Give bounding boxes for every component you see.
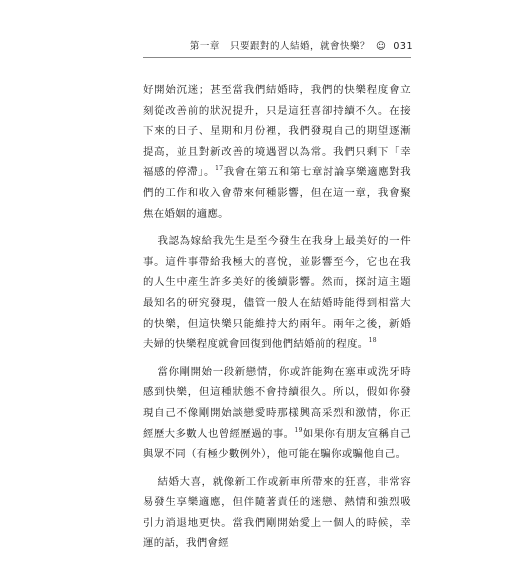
footnote-ref: 18 bbox=[368, 337, 377, 345]
paragraph bbox=[143, 362, 411, 465]
body-text bbox=[143, 80, 411, 561]
chapter-label: 第一章 bbox=[189, 41, 220, 52]
paragraph-text: 好開始沉迷；甚至當我們結婚時，我們的快樂程度會立刻從改善前的狀況提升，只是這狂喜卻持續不久。在接下來的日子、星期和月份裡，我們發現自己的期望逐漸提高，並且對新改善的境遇習以為常。我們只剩下「幸福感的停滯」。 bbox=[143, 84, 411, 179]
header-rule bbox=[143, 57, 411, 58]
page-number: 031 bbox=[393, 41, 413, 52]
running-head bbox=[190, 38, 413, 52]
paragraph-text: 結婚大喜，就像新工作或新車所帶來的狂喜，非常容易發生享樂適應，但伴隨著責任的迷戀、熱情和強烈吸引力消退地更快。當我們剛開始愛上一個人的時候，幸運的話，我們會經 bbox=[143, 475, 411, 550]
paragraph bbox=[143, 231, 411, 355]
footnote-ref: 17 bbox=[215, 165, 224, 173]
footnote-ref: 19 bbox=[294, 426, 303, 434]
paragraph-text: 如果你有朋友宣稱自己與眾不同（有極少數例外），他可能在騙你或騙他自己。 bbox=[143, 427, 411, 461]
paragraph bbox=[143, 80, 411, 224]
paragraph bbox=[143, 472, 411, 554]
paragraph-text: 當你剛開始一段新戀情，你或許能夠在塞車或洗牙時感到快樂，但這種狀態不會持續很久。所以，假如你發現自己不像剛開始談戀愛時那樣興高采烈和激情，你正經歷大多數人也曾經歷過的事。 bbox=[143, 365, 411, 440]
smiley-face-icon: ☺ bbox=[375, 41, 387, 52]
paragraph-text: 我認為嫁給我先生是至今發生在我身上最美好的一件事。這件事帶給我極大的喜悅，並影響至今，它也在我的人生中產生許多美好的後續影響。然而，探討這主題最知名的研究發現，儘管一般人在結婚時能得到相當大的快樂，但這快樂只能維持大約兩年。兩年之後，新婚夫婦的快樂程度就會回復到他們結婚前的程度。 bbox=[143, 235, 411, 351]
chapter-title: 只要跟對的人結婚，就會快樂？ bbox=[229, 41, 370, 52]
paragraph-text: 我會在第五和第七章討論享樂適應對我們的工作和收入會帶來何種影響，但在這一章，我會聚焦在婚姻的適應。 bbox=[143, 166, 412, 220]
